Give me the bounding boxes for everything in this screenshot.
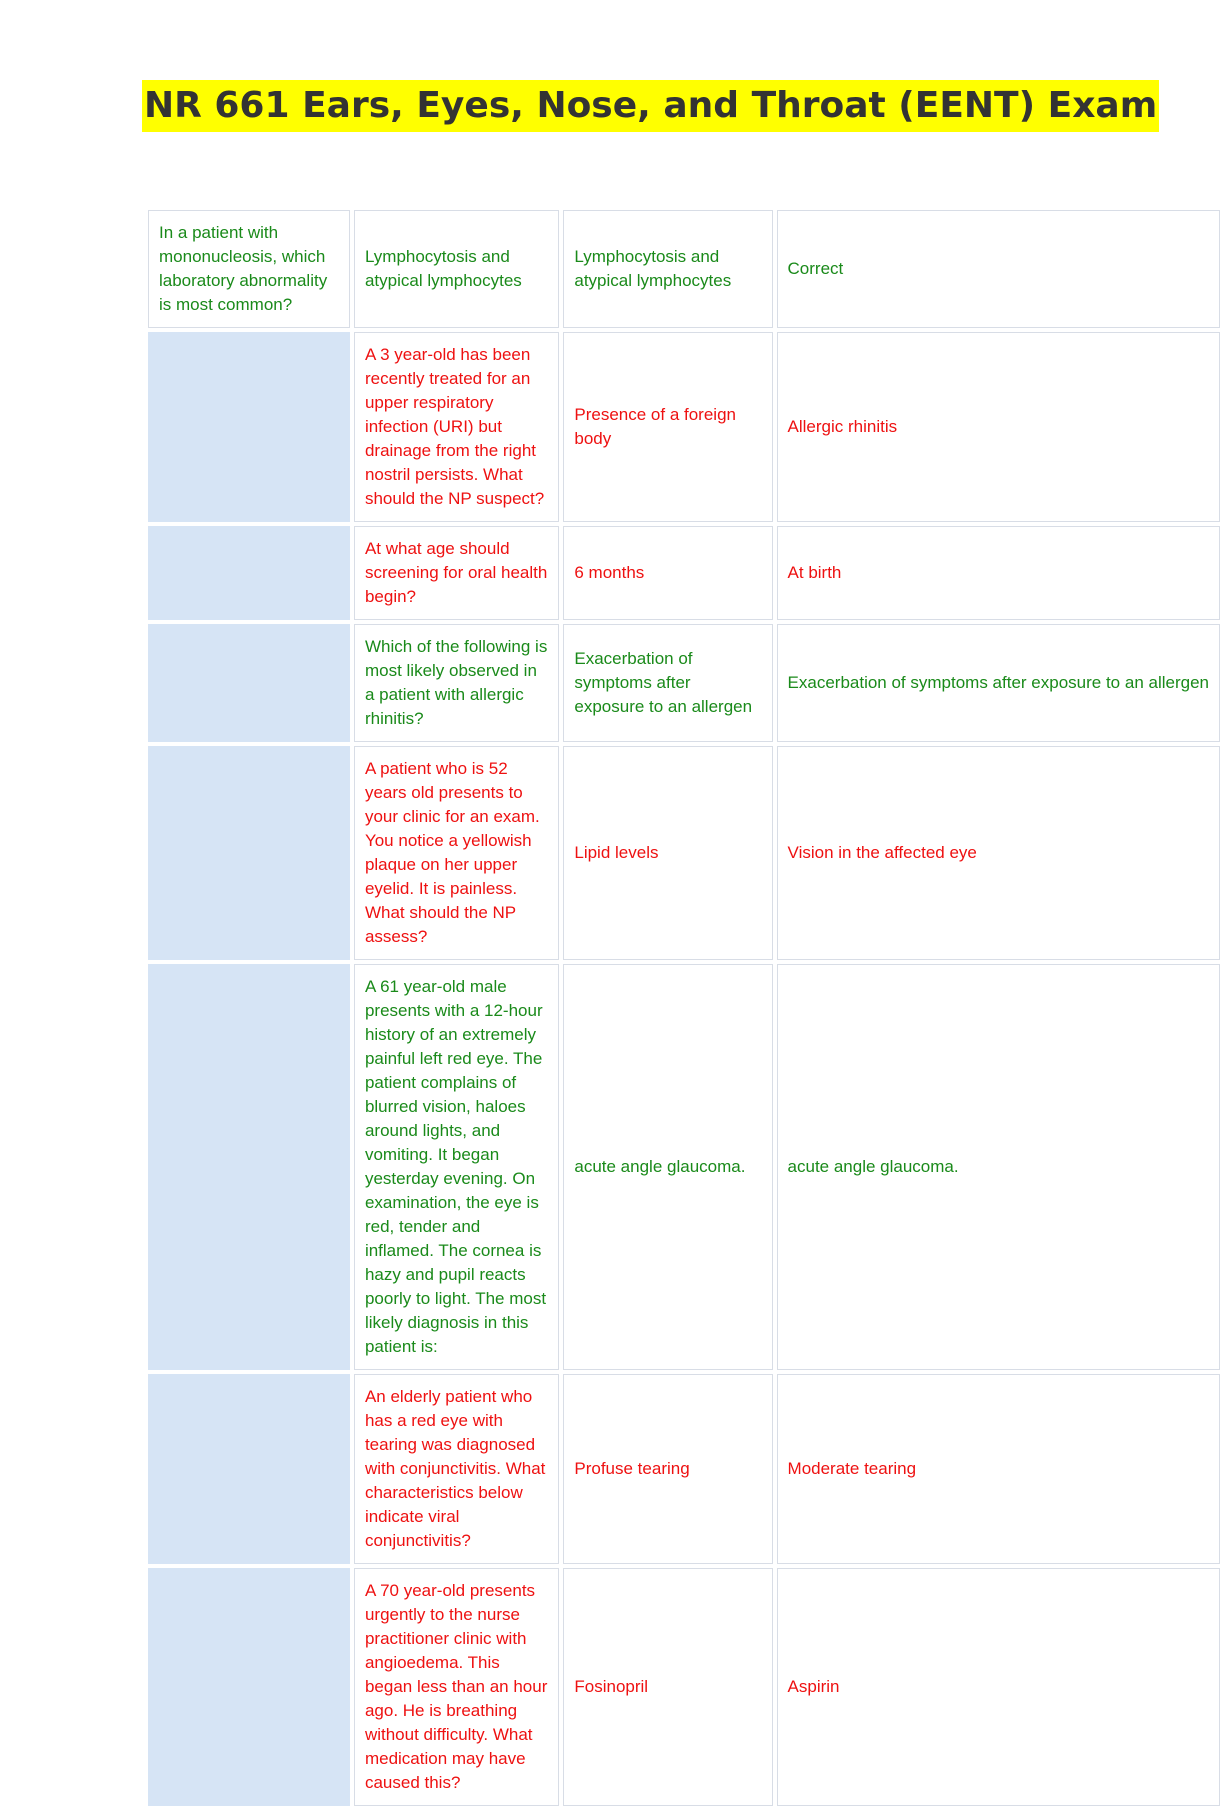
row-label-cell: In a patient with mononucleosis, which laboratory abnormality is most common? — [148, 210, 350, 328]
table-row — [148, 746, 1220, 960]
table-row — [148, 332, 1220, 522]
given-answer-cell: At birth — [777, 526, 1220, 620]
table-row — [148, 1374, 1220, 1564]
question-cell: A 3 year-old has been recently treated for an upper respiratory infection (URI) but drainage from the right nostril persists. What should the NP suspect? — [354, 332, 559, 522]
correct-answer-cell: Exacerbation of symptoms after exposure to an allergen — [563, 624, 772, 742]
correct-answer-cell: Fosinopril — [563, 1568, 772, 1806]
question-cell: Which of the following is most likely observed in a patient with allergic rhinitis? — [354, 624, 559, 742]
correct-answer-cell: Lipid levels — [563, 746, 772, 960]
question-cell: A 70 year-old presents urgently to the nurse practitioner clinic with angioedema. This began less than an hour ago. He is breathing without difficulty. What medication may have caused this? — [354, 1568, 559, 1806]
question-cell: Lymphocytosis and atypical lymphocytes — [354, 210, 559, 328]
correct-answer-cell: Lymphocytosis and atypical lymphocytes — [563, 210, 772, 328]
blank-cell — [148, 1568, 350, 1806]
blank-cell — [148, 332, 350, 522]
table-row — [148, 964, 1220, 1370]
question-cell: An elderly patient who has a red eye with tearing was diagnosed with conjunctivitis. What characteristics below indicate viral conjunctivitis? — [354, 1374, 559, 1564]
question-table — [144, 206, 1224, 1810]
given-answer-cell: acute angle glaucoma. — [777, 964, 1220, 1370]
correct-answer-cell: 6 months — [563, 526, 772, 620]
correct-answer-cell: acute angle glaucoma. — [563, 964, 772, 1370]
correct-answer-cell: Profuse tearing — [563, 1374, 772, 1564]
blank-cell — [148, 526, 350, 620]
given-answer-cell: Correct — [777, 210, 1220, 328]
table-row — [148, 1568, 1220, 1806]
blank-cell — [148, 964, 350, 1370]
question-cell: A 61 year-old male presents with a 12-hour history of an extremely painful left red eye. The patient complains of blurred vision, haloes around lights, and vomiting. It began yesterday evening. On examination, the eye is red, tender and inflamed. The cornea is hazy and pupil reacts poorly to light. The most likely diagnosis in this patient is: — [354, 964, 559, 1370]
page-title: NR 661 Ears, Eyes, Nose, and Throat (EENT) Exam — [142, 80, 1159, 132]
table-row — [148, 210, 1220, 328]
question-cell: At what age should screening for oral health begin? — [354, 526, 559, 620]
given-answer-cell: Allergic rhinitis — [777, 332, 1220, 522]
given-answer-cell: Moderate tearing — [777, 1374, 1220, 1564]
given-answer-cell: Aspirin — [777, 1568, 1220, 1806]
given-answer-cell: Vision in the affected eye — [777, 746, 1220, 960]
blank-cell — [148, 746, 350, 960]
correct-answer-cell: Presence of a foreign body — [563, 332, 772, 522]
table-row — [148, 624, 1220, 742]
table-row — [148, 526, 1220, 620]
question-cell: A patient who is 52 years old presents to your clinic for an exam. You notice a yellowish plaque on her upper eyelid. It is painless. What should the NP assess? — [354, 746, 559, 960]
given-answer-cell: Exacerbation of symptoms after exposure to an allergen — [777, 624, 1220, 742]
blank-cell — [148, 624, 350, 742]
blank-cell — [148, 1374, 350, 1564]
